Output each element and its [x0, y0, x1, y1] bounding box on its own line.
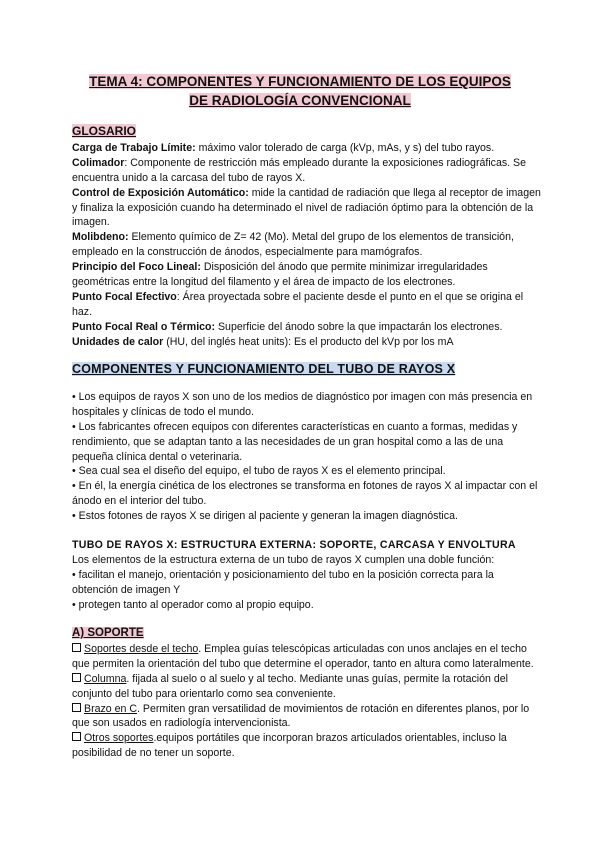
list-item: Brazo en C. Permiten gran versatilidad de movimientos de rotación en diferentes planos, por lo que son usados en radiología intervencionista. — [72, 702, 530, 730]
glosario-heading: GLOSARIO — [72, 124, 137, 138]
checkbox-icon — [72, 732, 81, 741]
glossary-entry: Carga de Trabajo Límite: máximo valor tolerado de carga (kVp, mAs, y s) del tubo rayos. — [72, 141, 495, 154]
list-item: • Sea cual sea el diseño del equipo, el tubo de rayos X es el elemento principal. — [72, 465, 446, 478]
list-item: • Los equipos de rayos X son uno de los medios de diagnóstico por imagen con más presencia en hospitales y clínicas de todo el mundo. — [72, 390, 533, 418]
title-line-2: DE RADIOLOGÍA CONVENCIONAL — [189, 93, 411, 108]
glossary-entry: Unidades de calor (HU, del inglés heat units): Es el producto del kVp por los mA — [72, 335, 454, 348]
page-title — [60, 72, 540, 110]
glossary-entry: Molibdeno: Elemento químico de Z= 42 (Mo). Metal del grupo de los elementos de transición, empleado en la construcción de ánodos, especialmente para mamógrafos. — [72, 231, 514, 259]
glossary-entry: Colimador: Componente de restricción más empleado durante la exposiciones radiográficas. Se encuentra unido a la carcasa del tubo de rayos X. — [72, 156, 526, 184]
glossary-entry: Principio del Foco Lineal: Disposición del ánodo que permite minimizar irregularidades geométricas entre la longitud del filamento y el área de impacto de los electrones. — [72, 261, 488, 289]
glossary-entry: Punto Focal Real o Térmico: Superficie del ánodo sobre la que impactarán los electrones. — [72, 320, 503, 333]
title-line-1: TEMA 4: COMPONENTES Y FUNCIONAMIENTO DE LOS EQUIPOS — [89, 74, 511, 89]
list-item: Soportes desde el techo. Emplea guías telescópicas articuladas con unos anclajes en el techo que permiten la orientación del tubo que determine el operador, tanto en altura como lateralmente. — [72, 642, 534, 670]
componentes-heading: COMPONENTES Y FUNCIONAMIENTO DEL TUBO DE RAYOS X — [72, 362, 456, 376]
soporte-section — [72, 626, 542, 761]
glosario-section — [72, 124, 542, 350]
glossary-entry: Punto Focal Efectivo: Área proyectada sobre el paciente desde el punto en el que se origina el haz. — [72, 290, 524, 318]
list-item: • Estos fotones de rayos X se dirigen al paciente y generan la imagen diagnóstica. — [72, 510, 458, 523]
list-item: • Los fabricantes ofrecen equipos con diferentes características en cuanto a formas, medidas y rendimiento, que se adaptan tanto a las necesidades de un gran hospital como a las de una pequeña clínica dental o veterinaria. — [72, 420, 518, 463]
list-item: • facilitan el manejo, orientación y posicionamiento del tubo en la posición correcta para la obtención de imagen Y — [72, 568, 494, 596]
tubo-heading: TUBO DE RAYOS X: ESTRUCTURA EXTERNA: SOPORTE, CARCASA Y ENVOLTURA — [72, 539, 516, 551]
componentes-section — [72, 362, 542, 524]
glossary-entry: Control de Exposición Automático: mide la cantidad de radiación que llega al receptor de imagen y finaliza la exposición cuando ha determinado el nivel de radiación óptimo para la obtención de la imagen. — [72, 186, 541, 229]
list-item: Otros soportes.equipos portátiles que incorporan brazos articulados orientables, incluso la posibilidad de no tener un soporte. — [72, 732, 507, 760]
list-item: Columna. fijada al suelo o al suelo y al techo. Mediante unas guías, permite la rotación del conjunto del tubo para orientarlo como sea conveniente. — [72, 672, 509, 700]
checkbox-icon — [72, 703, 81, 712]
checkbox-icon — [72, 673, 81, 682]
checkbox-icon — [72, 643, 81, 652]
list-item: • protegen tanto al operador como al propio equipo. — [72, 598, 314, 611]
tubo-intro: Los elementos de la estructura externa de un tubo de rayos X cumplen una doble función: — [72, 553, 495, 566]
tubo-section — [72, 538, 542, 613]
soporte-heading: A) SOPORTE — [72, 627, 144, 639]
list-item: • En él, la energía cinética de los electrones se transforma en fotones de rayos X al impactar con el ánodo en el interior del tubo. — [72, 480, 538, 508]
